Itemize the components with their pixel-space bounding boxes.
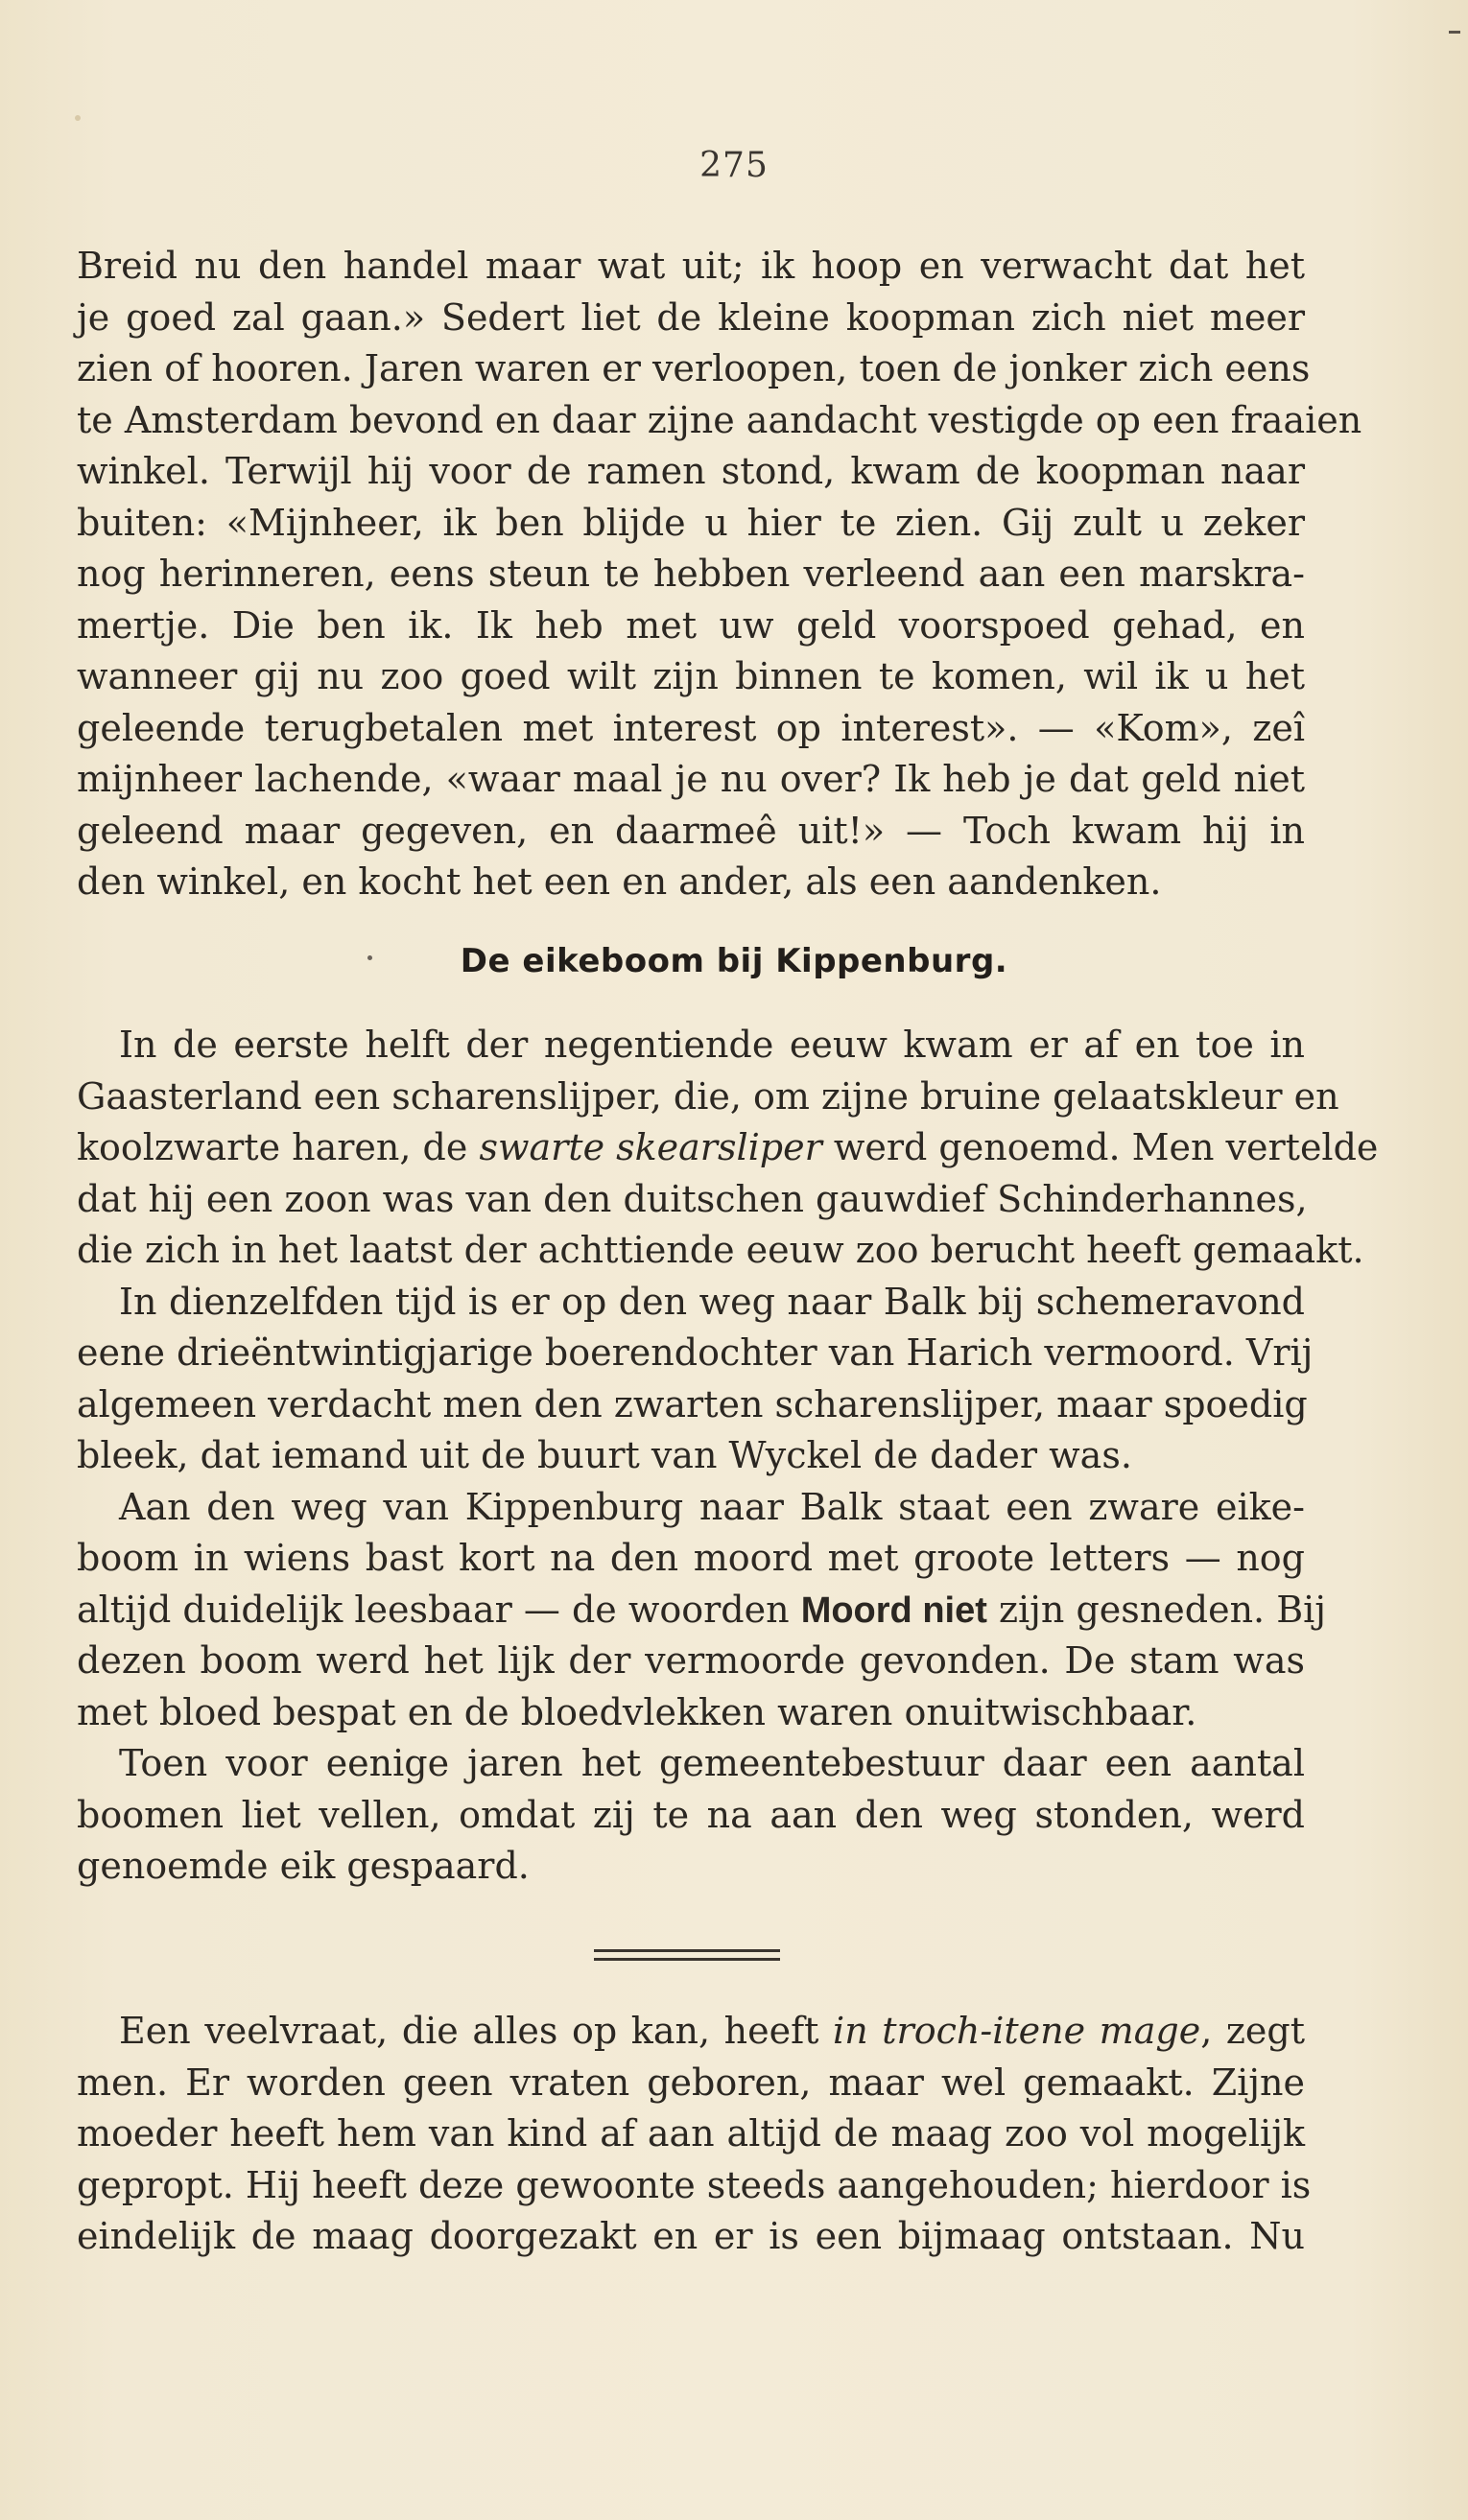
text-line: boom in wiens bast kort na den moord met groote letters — nog: [77, 1537, 1305, 1579]
italic-term: swarte skearsliper: [479, 1126, 822, 1168]
text-line-with-italic: [77, 1122, 1379, 1174]
text-segment: , zegt: [1200, 2010, 1306, 2052]
text-line: die zich in het laatst der achttiende eeuw zoo berucht heeft gemaakt.: [77, 1229, 1364, 1271]
separator-rule-top: [594, 1949, 780, 1952]
text-line: met bloed bespat en de bloedvlekken waren onuitwischbaar.: [77, 1690, 1197, 1733]
text-line: men. Er worden geen vraten geboren, maar wel gemaakt. Zijne: [77, 2061, 1305, 2104]
text-line: In dienzelfden tijd is er op den weg naar Balk bij schemeravond: [119, 1280, 1305, 1323]
text-line: Gaasterland een scharenslijper, die, om zijne bruine gelaatskleur en: [77, 1074, 1339, 1118]
text-segment: Een veelvraat, die alles op kan, heeft: [119, 2010, 834, 2052]
text-line: mertje. Die ben ik. Ik heb met uw geld voorspoed gehad, en: [77, 603, 1305, 647]
text-line: te Amsterdam bevond en daar zijne aandacht vestigde op een fraaien: [77, 398, 1362, 441]
text-line: eindelijk de maag doorgezakt en er is een bijmaag ontstaan. Nu: [77, 2215, 1305, 2257]
text-line-with-bold: [77, 1585, 1327, 1637]
text-line: geleend maar gegeven, en daarmeê uit!» — Toch kwam hij in: [77, 809, 1305, 852]
text-line: gepropt. Hij heeft deze gewoonte steeds aangehouden; hierdoor is: [77, 2163, 1312, 2206]
page-edge-mark: [1449, 31, 1460, 34]
text-line: In de eerste helft der negentiende eeuw kwam er af en toe in: [119, 1024, 1305, 1066]
text-line: eene drieëntwintigjarige boerendochter van Harich vermoord. Vrij: [77, 1331, 1314, 1374]
text-line: mijnheer lachende, «waar maal je nu over? Ik heb je dat geld niet: [77, 758, 1305, 800]
text-line: wanneer gij nu zoo goed wilt zijn binnen te komen, wil ik u het: [77, 655, 1305, 697]
text-line: algemeen verdacht men den zwarten scharenslijper, maar spoedig: [77, 1382, 1308, 1425]
text-line: Breid nu den handel maar wat uit; ik hoop en verwacht dat het: [77, 245, 1305, 287]
text-line: nog herinneren, eens steun te hebben verleend aan een marskra-: [77, 553, 1305, 595]
separator-rule-bottom: [594, 1958, 780, 1961]
page-number: 275: [699, 146, 769, 185]
text-line-with-italic: [77, 2006, 1305, 2058]
text-line: geleende terugbetalen met interest op interest». — «Kom», zeî: [77, 706, 1305, 749]
text-line: boomen liet vellen, omdat zij te na aan den weg stonden, werd: [77, 1793, 1305, 1836]
text-line: Aan den weg van Kippenburg naar Balk staat een zware eike-: [119, 1485, 1305, 1528]
text-segment: werd genoemd. Men vertelde: [821, 1126, 1379, 1168]
paper-spot: [75, 115, 81, 121]
text-line: moeder heeft hem van kind af aan altijd de maag zoo vol mogelijk: [77, 2112, 1305, 2155]
text-line: den winkel, en kocht het een en ander, als een aandenken.: [77, 860, 1162, 903]
text-line: je goed zal gaan.» Sedert liet de kleine koopman zich niet meer: [77, 295, 1305, 339]
text-line: dat hij een zoon was van den duitschen gauwdief Schinderhannes,: [77, 1177, 1308, 1220]
paragraph-final: [77, 2006, 1312, 2263]
text-line: genoemde eik gespaard.: [77, 1845, 530, 1887]
text-segment: zijn gesneden. Bij: [986, 1588, 1327, 1631]
text-line: Toen voor eenige jaren het gemeentebestuur daar een aantal: [119, 1742, 1305, 1784]
text-line: buiten: «Mijnheer, ik ben blijde u hier te zien. Gij zult u zeker: [77, 501, 1305, 544]
section-body: [77, 1020, 1379, 1893]
bold-inscription: Moord niet: [800, 1590, 987, 1631]
text-line: bleek, dat iemand uit de buurt van Wyckel de dader was.: [77, 1434, 1132, 1476]
text-segment: altijd duidelijk leesbaar — de woorden: [77, 1588, 801, 1631]
text-segment: koolzwarte haren, de: [77, 1126, 480, 1168]
text-line: winkel. Terwijl hij voor de ramen stond, kwam de koopman naar: [77, 450, 1305, 492]
italic-term: in troch-itene mage: [833, 2010, 1201, 2052]
text-line: zien of hooren. Jaren waren er verloopen, toen de jonker zich eens: [77, 347, 1311, 389]
paragraph-continuation: [77, 241, 1362, 908]
section-heading: De eikeboom bij Kippenburg.: [460, 942, 1008, 980]
text-line: dezen boom werd het lijk der vermoorde gevonden. De stam was: [77, 1639, 1305, 1682]
